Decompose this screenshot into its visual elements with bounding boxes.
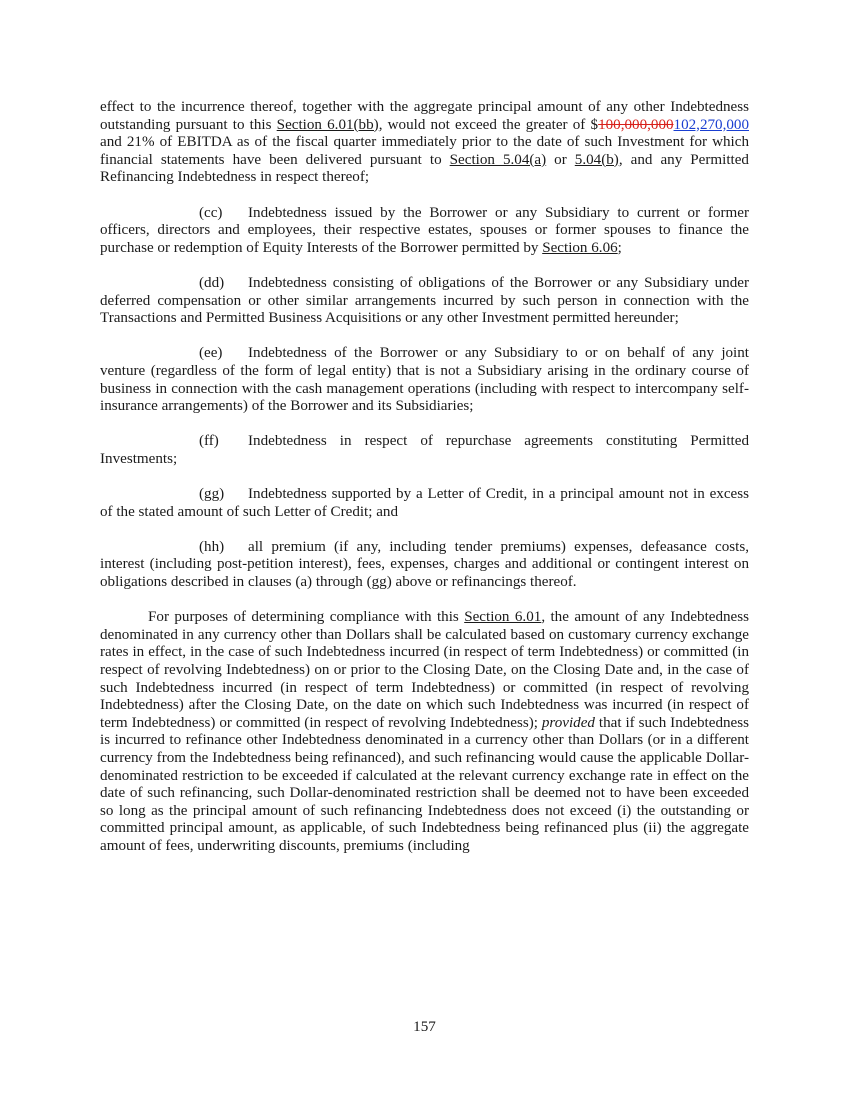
deleted-amount: 100,000,000 [598,116,674,133]
section-ref-5-04-a: Section 5.04(a) [449,151,547,168]
section-ref-6-01: Section 6.01 [464,609,542,626]
clause-ee: (ee) Indebtedness of the Borrower or any Subsidiary to or on behalf of any joint venture (regardless of the form of legal entity) that is not a Subsidiary arising in the ordinary course of business in connection with the cash management operations (including with respect to intercompany self-insurance arrangements) of the Borrower and its Subsidiaries; [100,345,749,415]
clause-ff: (ff) Indebtedness in respect of repurchase agreements constituting Permitted Investments; [100,433,749,467]
provided-term: provided [541,714,595,731]
paragraph-bb-continuation: effect to the incurrence thereof, together with the aggregate principal amount of any other Indebtedness outstanding pursuant to this Section 6.01(bb), would not exceed the greater of $100,000,000102,270,000 and 21% of EBITDA as of the fiscal quarter immediately prior to the date of such Investment for which financial statements have been delivered pursuant to Section 5.04(a) or 5.04(b), and any Permitted Refinancing Indebtedness in respect thereof; [100,99,749,186]
inserted-amount: 102,270,000 [673,116,749,133]
clause-label: (gg) [199,486,225,503]
clause-hh: (hh) all premium (if any, including tender premiums) expenses, defeasance costs, interest (including post-petition interest), fees, expenses, charges and additional or contingent interest on obligations described in clauses (a) through (gg) above or refinancings thereof. [100,538,749,591]
section-ref-6-06: Section 6.06 [542,239,618,256]
page-number: 157 [413,1019,436,1035]
clause-cc: (cc) Indebtedness issued by the Borrower or any Subsidiary to current or former officers, directors and employees, their respective estates, spouses or former spouses to finance the purchase or redemption of Equity Interests of the Borrower permitted by Section 6.06; [100,204,749,256]
clause-label: (dd) [199,274,225,291]
clause-label: (hh) [199,538,225,555]
section-ref-6-01-bb: Section 6.01(bb) [276,116,379,133]
document-page [100,99,749,856]
clause-label: (ff) [199,433,219,450]
clause-dd: (dd) Indebtedness consisting of obligations of the Borrower or any Subsidiary under deferred compensation or other similar arrangements incurred by such person in connection with the Transactions and Permitted Business Acquisitions or any other Investment permitted hereunder; [100,274,749,327]
clause-label: (ee) [199,345,223,362]
section-ref-5-04-b: 5.04(b) [574,151,619,168]
paragraph-currency-compliance: For purposes of determining compliance with this Section 6.01, the amount of any Indebtedness denominated in any currency other than Dollars shall be calculated based on customary currency exchange rates in effect, in the case of such Indebtedness incurred (in respect of term Indebtedness) or committed (in respect of revolving Indebtedness) on or prior to the Closing Date, on the Closing Date and, in the case of such Indebtedness incurred (in respect of term Indebtedness) or committed (in respect of revolving Indebtedness) after the Closing Date, on the date on which such Indebtedness was incurred (in respect of term Indebtedness) or committed (in respect of revolving Indebtedness); provided that if such Indebtedness is incurred to refinance other Indebtedness denominated in a currency other than Dollars (or in a different currency from the Indebtedness being refinanced), and such refinancing would cause the applicable Dollar-denominated restriction to be exceeded if calculated at the relevant currency exchange rate in effect on the date of such refinancing, such Dollar-denominated restriction shall be deemed not to have been exceeded so long as the principal amount of such refinancing Indebtedness does not exceed (i) the outstanding or committed principal amount, as applicable, of such Indebtedness being refinanced plus (ii) the aggregate amount of fees, underwriting discounts, premiums (including [100,609,750,854]
clause-label: (cc) [199,204,223,221]
clause-gg: (gg) Indebtedness supported by a Letter of Credit, in a principal amount not in excess of the stated amount of such Letter of Credit; and [100,486,749,520]
